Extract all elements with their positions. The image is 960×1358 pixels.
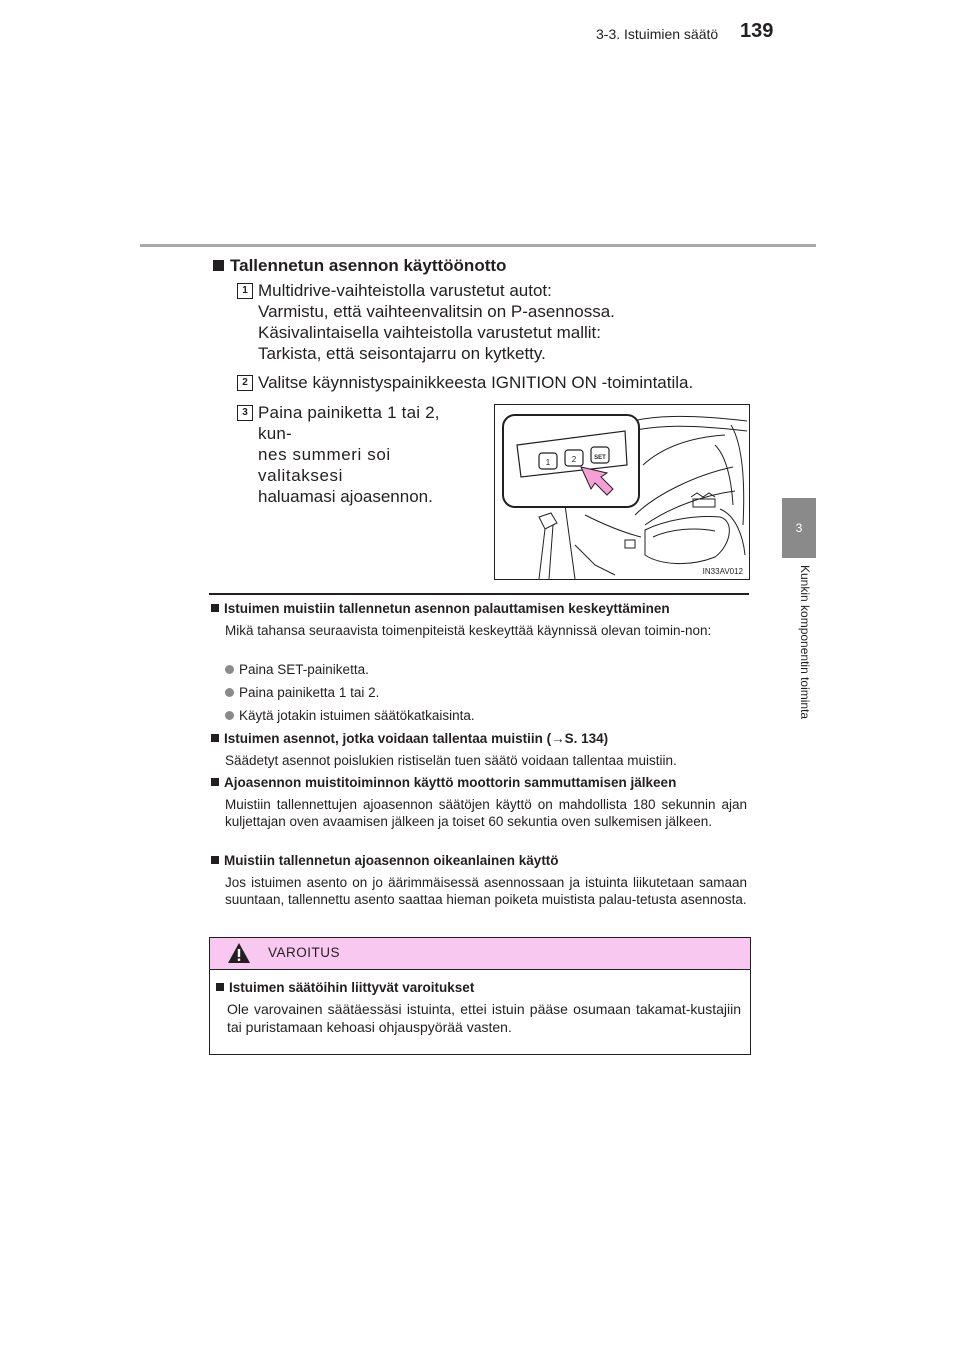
square-bullet-icon — [211, 734, 219, 742]
warning-triangle-icon — [227, 942, 251, 964]
step-1-line: Varmistu, että vaihteenvalitsin on P-asennossa. — [258, 302, 615, 321]
step-3-line: Paina painiketta 1 tai 2, kun- — [258, 403, 440, 443]
chapter-tab: 3 — [782, 498, 816, 558]
note-1-body: Mikä tahansa seuraavista toimenpiteistä keskeyttää käynnissä olevan toimin-non: — [225, 623, 712, 638]
figure-code: IN33AV012 — [702, 567, 743, 576]
door-panel-drawing — [495, 405, 749, 579]
round-bullet-icon — [225, 688, 234, 697]
button-1-label: 1 — [545, 458, 551, 467]
note-1-bullet-text: Käytä jotakin istuimen säätökatkaisinta. — [239, 708, 475, 723]
note-4-body: Jos istuimen asento on jo äärimmäisessä asennossaan ja istuinta liikutetaan samaan suuntaan, tallennettu asento saattaa hieman poiketa muistista palau-tetusta asennosta. — [225, 875, 747, 907]
note-1-bullet-text: Paina SET-painiketta. — [239, 662, 369, 677]
note-1-bullet — [225, 707, 475, 724]
step-1-line: Käsivalintaisella vaihteistolla varustetut mallit: — [258, 323, 601, 342]
step-3-line: nes summeri soi valitaksesi — [258, 445, 391, 485]
warning-box — [209, 937, 751, 1055]
square-bullet-icon — [216, 983, 224, 991]
warning-body: Ole varovainen säätäessäsi istuinta, ettei istuin pääse osumaan takamat-kustajiin tai puristamaan kehoasi ohjauspyörää vasten. — [227, 1001, 741, 1035]
note-1-title-text: Istuimen muistiin tallennetun asennon palauttamisen keskeyttäminen — [224, 601, 670, 616]
section-header: 3-3. Istuimien säätö — [596, 26, 719, 42]
section-title-text: Tallennetun asennon käyttöönotto — [230, 256, 507, 275]
step-1-line: Tarkista, että seisontajarru on kytketty. — [258, 344, 546, 363]
seat-memory-illustration — [494, 404, 750, 580]
warning-header — [210, 938, 750, 970]
step-1-number: 1 — [237, 283, 253, 299]
note-4-title-text: Muistiin tallennetun ajoasennon oikeanlainen käyttö — [224, 853, 559, 868]
note-1-bullet — [225, 684, 379, 701]
step-3-text — [258, 402, 476, 507]
note-4-title — [211, 853, 559, 868]
square-bullet-icon — [213, 260, 224, 271]
square-bullet-icon — [211, 604, 219, 612]
square-bullet-icon — [211, 856, 219, 864]
note-3-title — [211, 775, 676, 790]
warning-title — [216, 980, 474, 995]
round-bullet-icon — [225, 665, 234, 674]
warning-label: VAROITUS — [268, 945, 341, 960]
header-divider — [140, 244, 816, 247]
step-3-line: haluamasi ajoasennon. — [258, 487, 433, 506]
section-title — [213, 256, 506, 276]
section-divider — [209, 593, 749, 595]
page-number: 139 — [740, 20, 774, 42]
note-2-title-text: Istuimen asennot, jotka voidaan tallentaa muistiin (→S. 134) — [224, 731, 609, 746]
note-3-title-text: Ajoasennon muistitoiminnon käyttö moottorin sammuttamisen jälkeen — [224, 775, 677, 790]
note-1-bullet — [225, 661, 369, 678]
square-bullet-icon — [211, 778, 219, 786]
step-1-text — [258, 280, 615, 364]
note-3-body: Muistiin tallennettujen ajoasennon säätöjen käyttö on mahdollista 180 sekunnin ajan kuljettajan oven avaamisen jälkeen ja toiset 60 sekuntia oven sulkemisen jälkeen. — [225, 797, 747, 829]
step-3-number: 3 — [237, 405, 253, 421]
round-bullet-icon — [225, 711, 234, 720]
note-1-bullet-text: Paina painiketta 1 tai 2. — [239, 685, 380, 700]
step-2-text: Valitse käynnistyspainikkeesta IGNITION ON -toimintatila. — [258, 373, 694, 392]
note-1-title — [211, 601, 670, 616]
note-2-title — [211, 731, 608, 746]
step-2-number: 2 — [237, 375, 253, 391]
warning-title-text: Istuimen säätöihin liittyvät varoitukset — [229, 980, 475, 995]
button-2-label: 2 — [571, 455, 577, 464]
set-button-label: SET — [594, 455, 606, 461]
note-2-body: Säädetyt asennot poislukien ristiselän tuen säätö voidaan tallentaa muistiin. — [225, 753, 677, 768]
step-1-line: Multidrive-vaihteistolla varustetut autot: — [258, 281, 552, 300]
chapter-title: Kunkin komponentin toiminta — [798, 565, 812, 720]
